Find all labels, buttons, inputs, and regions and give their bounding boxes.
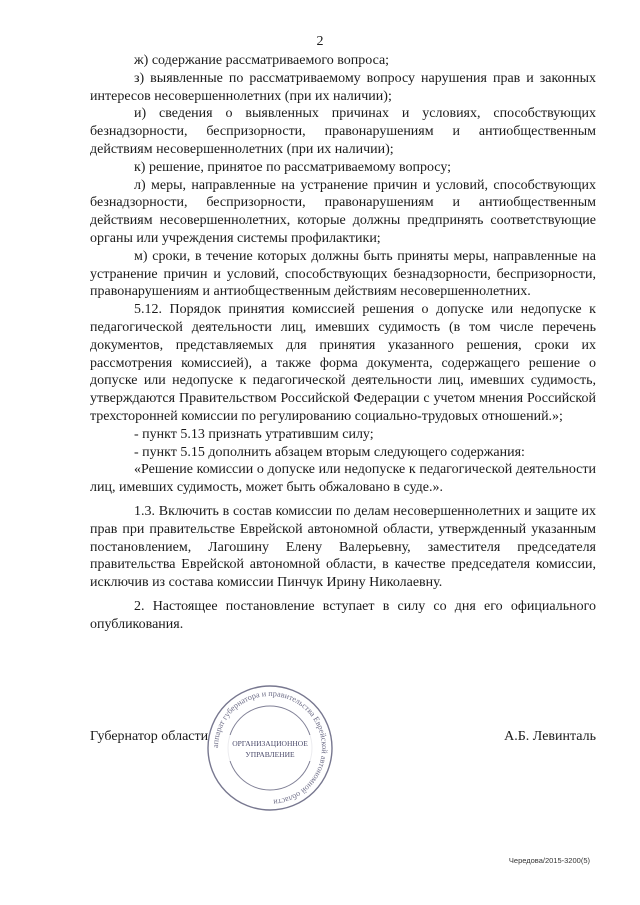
paragraph-5-12: 5.12. Порядок принятия комиссией решения о допуске или недопуске к педагогической деятельности лиц, имевших судимость (в том числе перечень документов, представляемых для принятия указанного решения, сроки их рассмотрения комиссией), а также форма документа, содержащего решение о допуске или недопуске к педагогической деятельности лиц, имевших судимость, утверждаются Правительством Российской Федерации с учетом мнения Российской трехсторонней комиссии по регулированию социально-трудовых отношений.»;	[90, 302, 596, 424]
paragraph-z: з) выявленные по рассматриваемому вопросу нарушения прав и законных интересов несовершеннолетних (при их наличии);	[90, 70, 596, 104]
paragraph-1-3: 1.3. Включить в состав комиссии по делам несовершеннолетних и защите их прав при правительстве Еврейской автономной области, утвержденный указанным постановлением, Лагошину Елену Валерьевну, заместителя председателя правительства Еврейской автономной области, в качестве председателя комиссии, исключив из состава комиссии Пинчук Ирину Николаевну.	[90, 503, 596, 591]
paragraph-2: 2. Настоящее постановление вступает в силу со дня его официального опубликования.	[90, 598, 596, 632]
paragraph-i: и) сведения о выявленных причинах и условиях, способствующих безнадзорности, беспризорности, правонарушениям и антиобщественным действиям несовершеннолетних (при их наличии);	[90, 106, 596, 157]
stamp-seal-icon	[205, 683, 335, 813]
paragraph-zh: ж) содержание рассматриваемого вопроса;	[134, 53, 390, 68]
page-number: 2	[316, 34, 324, 49]
paragraph-l: л) меры, направленные на устранение причин и условий, способствующих безнадзорности, беспризорности, правонарушениям и антиобщественным действиям несовершеннолетних, которые должны предпринять соответствующие органы или учреждения системы профилактики;	[90, 177, 596, 246]
stamp-center-line2: УПРАВЛЕНИЕ	[245, 750, 295, 759]
document-body	[90, 52, 596, 634]
document-code: Чередова/2015-3200(5)	[508, 856, 590, 865]
paragraph-5-13: - пункт 5.13 признать утратившим силу;	[134, 426, 374, 442]
stamp-ring-text: аппарат губернатора и правительства Еврейской автономной области	[210, 688, 330, 807]
signatory-name: А.Б. Левинталь	[504, 729, 596, 744]
paragraph-quote: «Решение комиссии о допуске или недопуске к педагогической деятельности лиц, имевших судимость, может быть обжаловано в суде.».	[90, 462, 596, 496]
official-stamp	[205, 683, 335, 813]
paragraph-k: к) решение, принятое по рассматриваемому вопросу;	[134, 159, 452, 175]
stamp-center-line1: ОРГАНИЗАЦИОННОЕ	[232, 739, 308, 748]
paragraph-m: м) сроки, в течение которых должны быть приняты меры, направленные на устранение причин и условий, способствующих безнадзорности, беспризорности, правонарушениям и антиобщественным действиям несовершеннолетних.	[90, 248, 596, 300]
signatory-title: Губернатор области	[90, 729, 209, 744]
paragraph-5-15: - пункт 5.15 дополнить абзацем вторым следующего содержания:	[134, 444, 525, 460]
